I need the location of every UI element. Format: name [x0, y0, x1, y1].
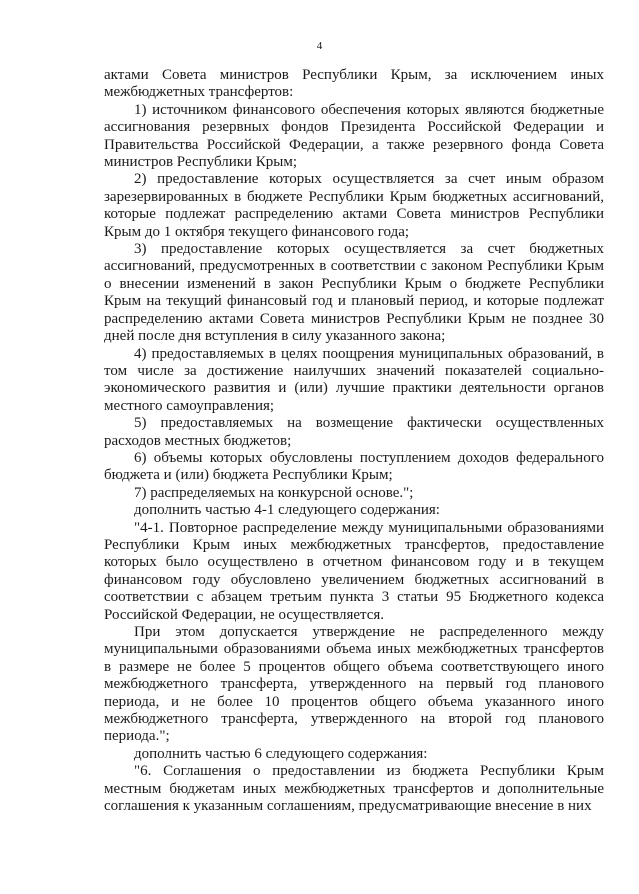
paragraph: дополнить частью 4-1 следующего содержания: [134, 502, 440, 519]
list-item: 6) объемы которых обусловлены поступлением доходов федерального бюджета и (или) бюджета Республики Крым; [104, 449, 604, 484]
list-item: 4) предоставляемых в целях поощрения муниципальных образований, в том числе за достижение наилучших значений показателей социально-экономического развития и (или) лучшие практики деятельности органов местного самоуправления; [104, 345, 604, 414]
list-item: 1) источником финансового обеспечения которых являются бюджетные ассигнования резервных фондов Президента Российской Федерации и Правительства Российской Федерации, а также резервного фонда Совета министров Республики Крым; [104, 101, 604, 171]
list-item: 5) предоставляемых на возмещение фактически осуществленных расходов местных бюджетов; [104, 415, 604, 449]
list-item: 2) предоставление которых осуществляется за счет иным образом зарезервированных в бюджете Республики Крым бюджетных ассигнований, которые подлежат распределению актами Совета министров Республики Крым до 1 октября текущего финансового года; [104, 171, 604, 240]
paragraph: При этом допускается утверждение не распределенного между муниципальными образованиями объема иных межбюджетных трансфертов в размере не более 5 процентов общего объема соответствующего иного межбюджетного трансферта, утвержденного на первый год планового периода, и не более 10 процентов общего объема указанного иного межбюджетного трансферта, утвержденного на второй год планового периода."; [104, 624, 604, 745]
list-item: 7) распределяемых на конкурсной основе."; [134, 484, 414, 501]
document-body [104, 67, 604, 815]
paragraph: дополнить частью 6 следующего содержания: [134, 745, 428, 762]
paragraph: "6. Соглашения о предоставлении из бюджета Республики Крым местным бюджетам иных межбюджетных трансфертов и дополнительные соглашения к указанным соглашениям, предусматривающие внесение в них [104, 763, 604, 815]
paragraph: актами Совета министров Республики Крым, за исключением иных межбюджетных трансфертов: [104, 67, 604, 101]
page-number: 4 [316, 40, 323, 52]
list-item: 3) предоставление которых осуществляется за счет бюджетных ассигнований, предусмотренных в соответствии с законом Республики Крым о внесении изменений в закон Республики Крым о бюджете Республики Крым на текущий финансовый год и плановый период, и которые подлежат распределению актами Совета министров Республики Крым не позднее 30 дней после дня вступления в силу указанного закона; [104, 241, 604, 345]
paragraph: "4-1. Повторное распределение между муниципальными образованиями Республики Крым иных межбюджетных трансфертов, предоставление которых было осуществлено в отчетном финансовом году и в текущем финансовом году обусловлено увеличением бюджетных ассигнований в соответствии с абзацем третьим пункта 3 статьи 95 Бюджетного кодекса Российской Федерации, не осуществляется. [104, 519, 604, 623]
